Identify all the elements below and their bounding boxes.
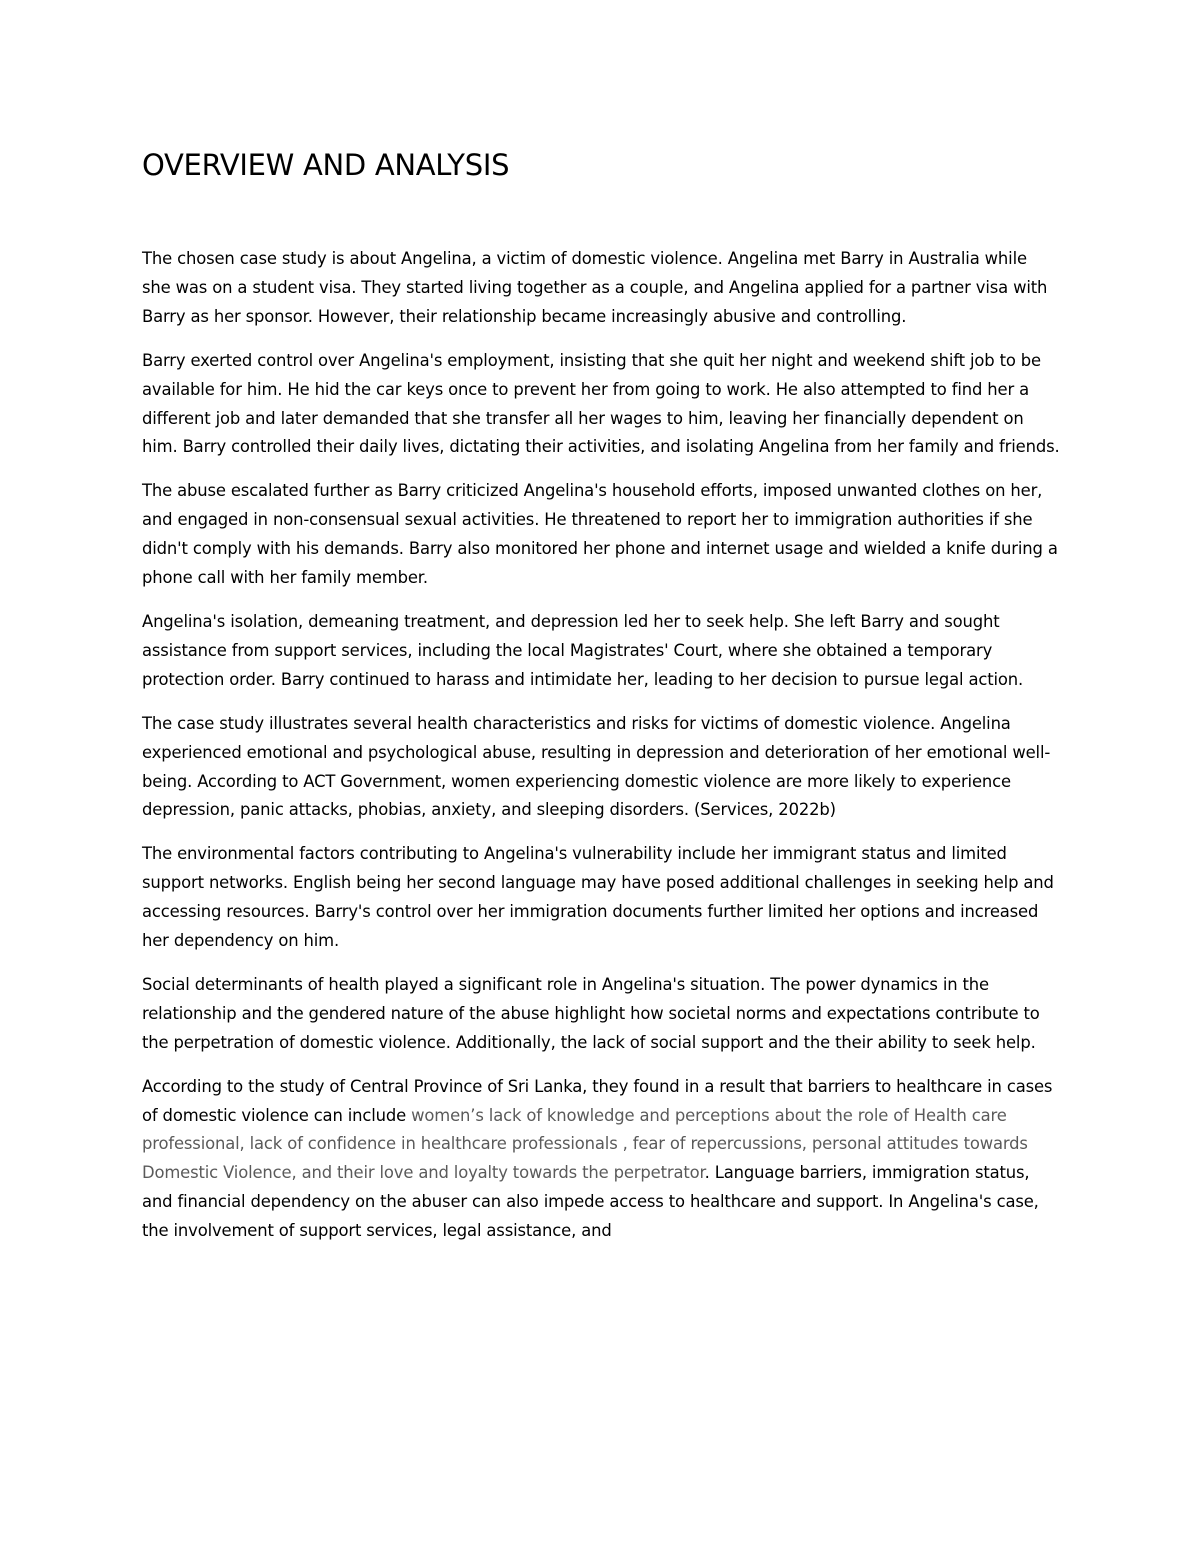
barriers-text-start: According to the study of Central Province of Sri Lanka, they found in a result that barriers to healthcare in cases of domestic violence can include — [142, 1076, 1053, 1125]
paragraph-barriers-to-healthcare — [142, 1073, 1060, 1246]
paragraph-employment-control: Barry exerted control over Angelina's employment, insisting that she quit her night and weekend shift job to be available for him. He hid the car keys once to prevent her from going to work. He also attempted to find her a different job and later demanded that she transfer all her wages to him, leaving her financially dependent on him. Barry controlled their daily lives, dictating their activities, and isolating Angelina from her family and friends. — [142, 350, 1060, 457]
paragraph-health-risks: The case study illustrates several health characteristics and risks for victims of domestic violence. Angelina experienced emotional and psychological abuse, resulting in depression and deterioration of her emotional well-being. According to ACT Government, women experiencing domestic violence are more likely to experience depression, panic attacks, phobias, anxiety, and sleeping disorders. (Services, 2022b) — [142, 713, 1051, 820]
document-title: OVERVIEW AND ANALYSIS — [142, 148, 510, 182]
paragraph-environmental-factors: The environmental factors contributing to Angelina's vulnerability include her immigrant status and limited support networks. English being her second language may have posed additional challenges in seeking help and accessing resources. Barry's control over her immigration documents further limited her options and increased her dependency on him. — [142, 844, 1054, 951]
paragraph-seeking-help: Angelina's isolation, demeaning treatment, and depression led her to seek help. She left Barry and sought assistance from support services, including the local Magistrates' Court, where she obtained a temporary protection order. Barry continued to harass and intimidate her, leading to her decision to pursue legal action. — [142, 611, 1024, 689]
paragraph-abuse-escalation: The abuse escalated further as Barry criticized Angelina's household efforts, imposed unwanted clothes on her, and engaged in non-consensual sexual activities. He threatened to report her to immigration authorities if she didn't comply with his demands. Barry also monitored her phone and internet usage and wielded a knife during a phone call with her family member. — [142, 481, 1058, 588]
document-content — [142, 145, 1060, 1261]
paragraph-case-intro: The chosen case study is about Angelina, a victim of domestic violence. Angelina met Barry in Australia while she was on a student visa. They started living together as a couple, and Angelina applied for a partner visa with Barry as her sponsor. However, their relationship became increasingly abusive and controlling. — [142, 249, 1048, 326]
document-body — [142, 245, 1060, 1246]
barriers-cited-text: women’s lack of knowledge and perceptions about the role of Health care professional, lack of confidence in healthcare professionals , fear of repercussions, personal attitudes towards Domestic Violence, and their love and loyalty towards the perpetrator — [142, 1105, 1028, 1183]
paragraph-social-determinants: Social determinants of health played a significant role in Angelina's situation. The power dynamics in the relationship and the gendered nature of the abuse highlight how societal norms and expectations contribute to the perpetration of domestic violence. Additionally, the lack of social support and the their ability to seek help. — [142, 974, 1040, 1052]
barriers-text-end: . Language barriers, immigration status, and financial dependency on the abuser can also impede access to healthcare and support. In Angelina's case, the involvement of support services, legal assistance, and — [142, 1163, 1039, 1241]
